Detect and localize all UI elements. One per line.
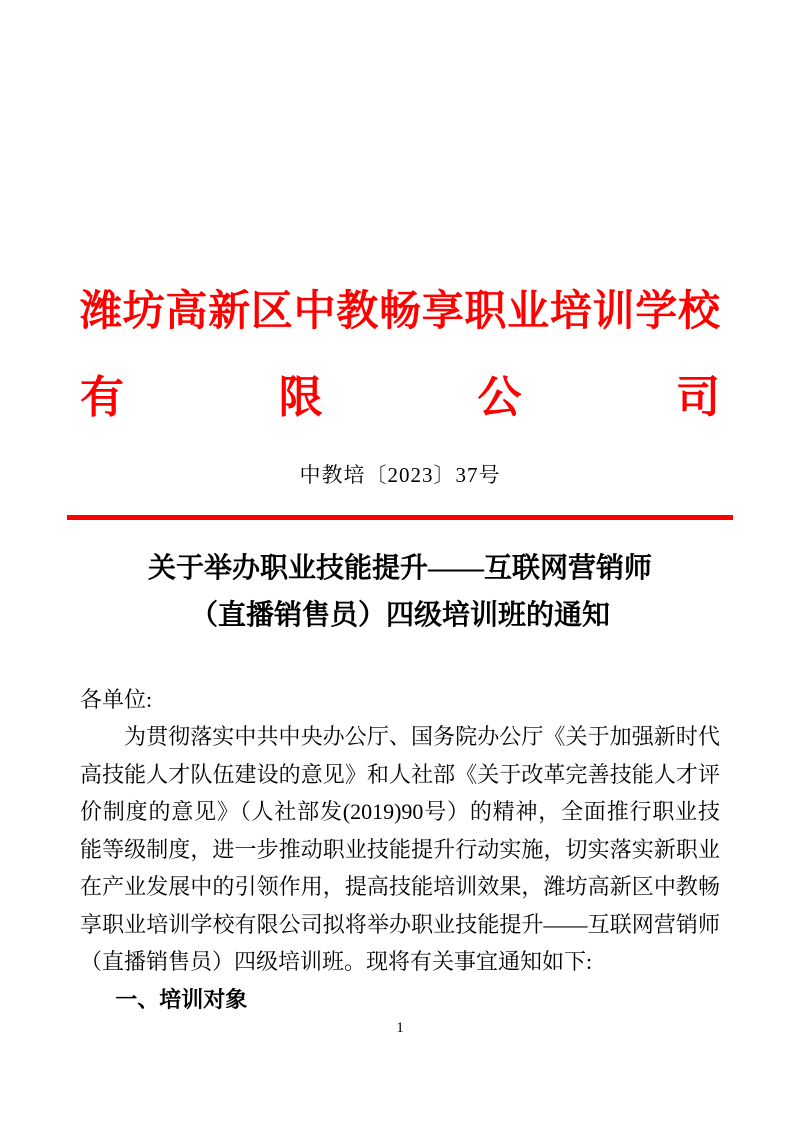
document-number: 中教培〔2023〕37号 <box>299 462 501 487</box>
document-body <box>80 681 720 1019</box>
salutation: 各单位: <box>80 686 153 712</box>
red-divider-line <box>67 515 733 520</box>
letterhead-org-name-line2: 有限公司 <box>80 372 720 422</box>
document-title <box>0 545 800 639</box>
body-paragraph-1: 为贯彻落实中共中央办公厅、国务院办公厅《关于加强新时代高技能人才队伍建设的意见》和人社部《关于改革完善技能人才评价制度的意见》（人社部发(2019)90号）的精神，全面推行职业技能等级制度，进一步推动职业技能提升行动实施，切实落实新职业在产业发展中的引领作用，提高技能培训效果，潍坊高新区中教畅享职业培训学校有限公司拟将举办职业技能提升——互联网营销师（直播销售员）四级培训班。现将有关事宜通知如下: <box>80 724 720 975</box>
section-heading-1: 一、培训对象 <box>115 986 248 1012</box>
document-title-line1: 关于举办职业技能提升——互联网营销师 <box>147 552 652 584</box>
page-number: 1 <box>396 1020 404 1036</box>
document-title-line2: （直播销售员）四级培训班的通知 <box>189 599 610 631</box>
letterhead-org-name-line1: 潍坊高新区中教畅享职业培训学校 <box>80 289 720 335</box>
